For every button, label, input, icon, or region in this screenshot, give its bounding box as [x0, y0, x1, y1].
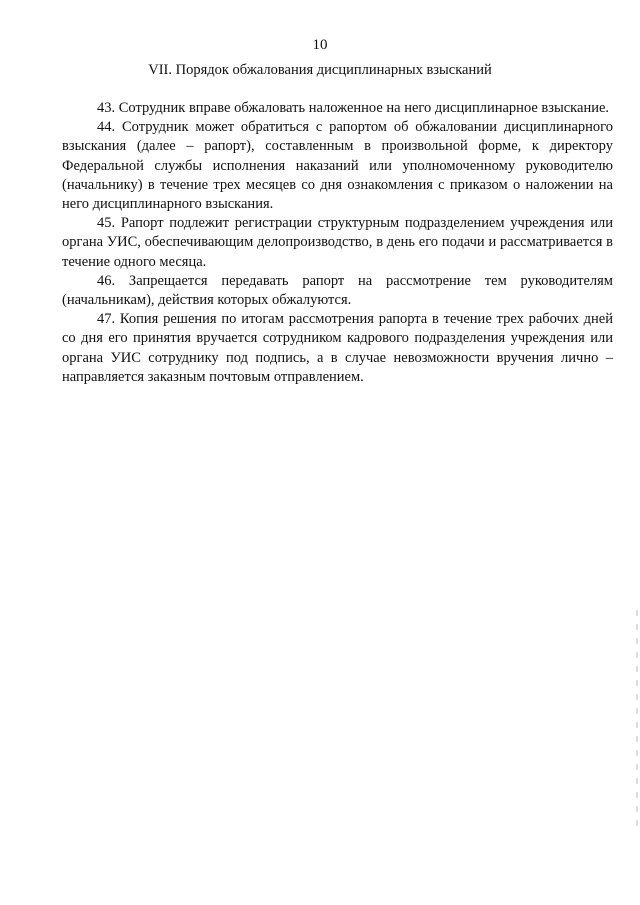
scan-edge-artifact — [636, 610, 638, 830]
paragraph-46: 46. Запрещается передавать рапорт на рассмотрение тем руководителям (начальникам), действия которых обжалуются. — [62, 272, 613, 309]
section-title: VII. Порядок обжалования дисциплинарных взысканий — [148, 62, 492, 78]
document-body — [62, 99, 613, 387]
paragraph-44: 44. Сотрудник может обратиться с рапортом об обжаловании дисциплинарного взыскания (далее – рапорт), составленным в произвольной форме, к директору Федеральной службы исполнения наказаний или уполномоченному руководителю (начальнику) в течение трех месяцев со дня ознакомления с приказом о наложении на него дисциплинарного взыскания. — [62, 119, 613, 213]
page-number: 10 — [312, 37, 328, 53]
paragraph-47: 47. Копия решения по итогам рассмотрения рапорта в течение трех рабочих дней со дня его принятия вручается сотрудником кадрового подразделения учреждения или органа УИС сотруднику под подпись, а в случае невозможности вручения лично – направляется заказным почтовым отправлением. — [62, 311, 613, 385]
paragraph-43: 43. Сотрудник вправе обжаловать наложенное на него дисциплинарное взыскание. — [97, 100, 610, 116]
paragraph-45: 45. Рапорт подлежит регистрации структурным подразделением учреждения или органа УИС, обеспечивающим делопроизводство, в день его подачи и рассматривается в течение одного месяца. — [62, 215, 613, 270]
